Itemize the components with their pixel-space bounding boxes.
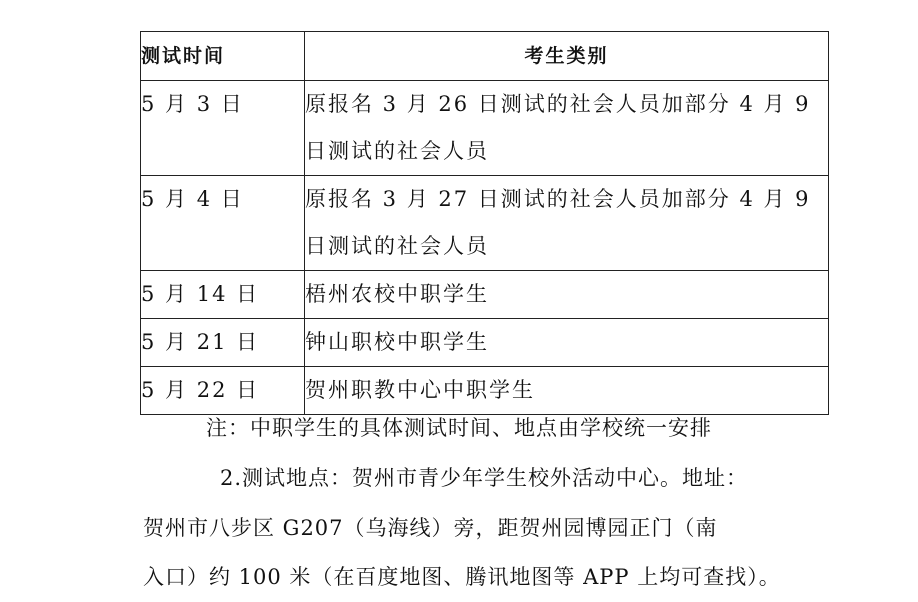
- table-row: [141, 176, 829, 271]
- category-line: 日测试的社会人员: [305, 139, 489, 163]
- row-date: 5 月 21 日: [141, 319, 305, 367]
- row-date: 5 月 14 日: [141, 271, 305, 319]
- schedule-note: 注：中职学生的具体测试时间、地点由学校统一安排: [206, 416, 712, 440]
- location-line-1: 2.测试地点：贺州市青少年学生校外活动中心。地址：: [220, 466, 749, 490]
- header-test-time: 测试时间: [141, 32, 305, 81]
- row-category: [305, 176, 829, 271]
- category-line: 原报名 3 月 26 日测试的社会人员加部分 4 月 9: [305, 92, 811, 116]
- table-row: [141, 271, 829, 319]
- table-header-row: [141, 32, 829, 81]
- category-line: 日测试的社会人员: [305, 234, 489, 258]
- row-date: 5 月 22 日: [141, 367, 305, 415]
- row-category: 钟山职校中职学生: [305, 319, 829, 367]
- test-schedule-table: [140, 31, 829, 415]
- table-row: [141, 81, 829, 176]
- row-category: 贺州职教中心中职学生: [305, 367, 829, 415]
- table-row: [141, 367, 829, 415]
- row-date: 5 月 4 日: [141, 176, 305, 271]
- location-line-3: 入口）约 100 米（在百度地图、腾讯地图等 APP 上均可查找）。: [143, 565, 781, 589]
- row-category: [305, 81, 829, 176]
- header-candidate-category: 考生类别: [305, 32, 829, 81]
- row-date: 5 月 3 日: [141, 81, 305, 176]
- row-category: 梧州农校中职学生: [305, 271, 829, 319]
- table-row: [141, 319, 829, 367]
- category-line: 原报名 3 月 27 日测试的社会人员加部分 4 月 9: [305, 187, 811, 211]
- location-line-2: 贺州市八步区 G207（乌海线）旁，距贺州园博园正门（南: [143, 516, 718, 540]
